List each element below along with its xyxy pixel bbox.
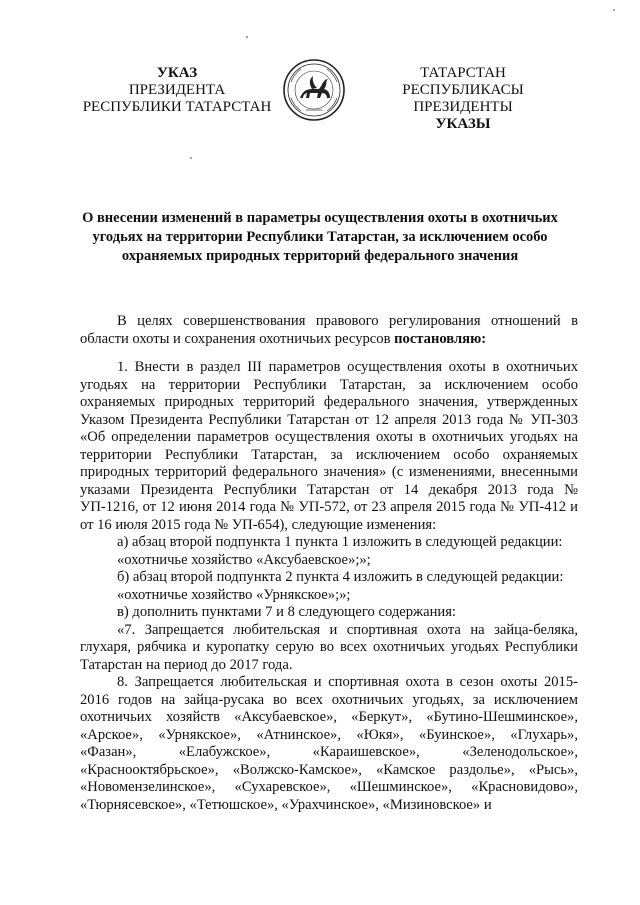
scan-speck	[190, 157, 192, 159]
subitem-b-quote: «охотничье хозяйство «Урнякское»;»;	[117, 586, 351, 603]
header-left-block	[72, 65, 282, 116]
scan-speck	[613, 9, 615, 11]
subitem-c: в) дополнить пунктами 7 и 8 следующего содержания:	[117, 604, 456, 620]
republic-label: РЕСПУБЛИКИ ТАТАРСТАН	[82, 99, 272, 115]
header-right-block	[358, 65, 568, 133]
coat-of-arms-of-tatarstan-icon	[282, 58, 346, 122]
document-title: О внесении изменений в параметры осуществления охоты в охотничьих угодьях на территории Республики Татарстан, за исключением особо охраняемых природных территорий федерального значения	[82, 210, 558, 264]
paragraph-1: 1. Внести в раздел III параметров осуществления охоты в охотничьих угодьях на территории Республики Татарстан, за исключением особо охраняемых природных территорий федерального значения, утвержденных Указом Президента Республики Татарстан от 12 апреля 2013 года № УП-303 «Об определении параметров осуществления охоты в охотничьих угодьях на территории Республики Татарстан, за исключением особо охраняемых природных территорий федерального значения» (с изменениями, внесенными указами Президента Республики Татарстан от 14 декабря 2013 года № УП-1216, от 12 июня 2014 года № УП-572, от 23 апреля 2015 года № УП-412 и от 16 июля 2015 года № УП-654), следующие изменения:	[80, 359, 578, 533]
republic-label-tatar: ТАТАРСТАН РЕСПУБЛИКАСЫ	[402, 65, 524, 98]
scan-speck	[246, 36, 248, 38]
decree-label: УКАЗ	[156, 65, 198, 81]
paragraph-7: «7. Запрещается любительская и спортивная охота на зайца-беляка, глухаря, рябчика и куропатку серую во всех охотничьих угодьях Республики Татарстан на период до 2017 года.	[80, 621, 578, 673]
subitem-a-quote: «охотничье хозяйство «Аксубаевское»;»;	[117, 551, 371, 568]
intro-resolution: постановляю:	[394, 330, 487, 347]
decree-label-tatar: УКАЗЫ	[435, 116, 491, 132]
intro-text: В целях совершенствования правового регулирования отношений в области охоты и сохранения охотничьих ресурсов	[80, 313, 578, 347]
president-label-tatar: ПРЕЗИДЕНТЫ	[413, 99, 513, 115]
subitem-b: б) абзац второй подпункта 2 пункта 4 изложить в следующей редакции:	[117, 569, 564, 585]
president-label: ПРЕЗИДЕНТА	[128, 82, 226, 98]
paragraph-8: 8. Запрещается любительская и спортивная охота в сезон охоты 2015-2016 годов на зайца-русака во всех охотничьих угодьях, за исключением охотничьих хозяйств «Аксубаевское», «Беркут», «Бутино-Шешминское», «Арское», «Урнякское», «Атнинское», «Юкя», «Буинское», «Глухарь», «Фазан», «Елабужское», «Караишевское», «Зеленодольское», «Краснооктябрьское», «Волжско-Камское», «Камское раздолье», «Рысь», «Новомензелинское», «Сухаревское», «Шешминское», «Красновидово», «Тюрнясевское», «Тетюшское», «Урахчинское», «Мизиновское» и	[80, 674, 578, 813]
document-body	[80, 313, 578, 814]
intro-paragraph	[80, 313, 578, 348]
subitem-a: а) абзац второй подпункта 1 пункта 1 изложить в следующей редакции:	[117, 534, 563, 550]
